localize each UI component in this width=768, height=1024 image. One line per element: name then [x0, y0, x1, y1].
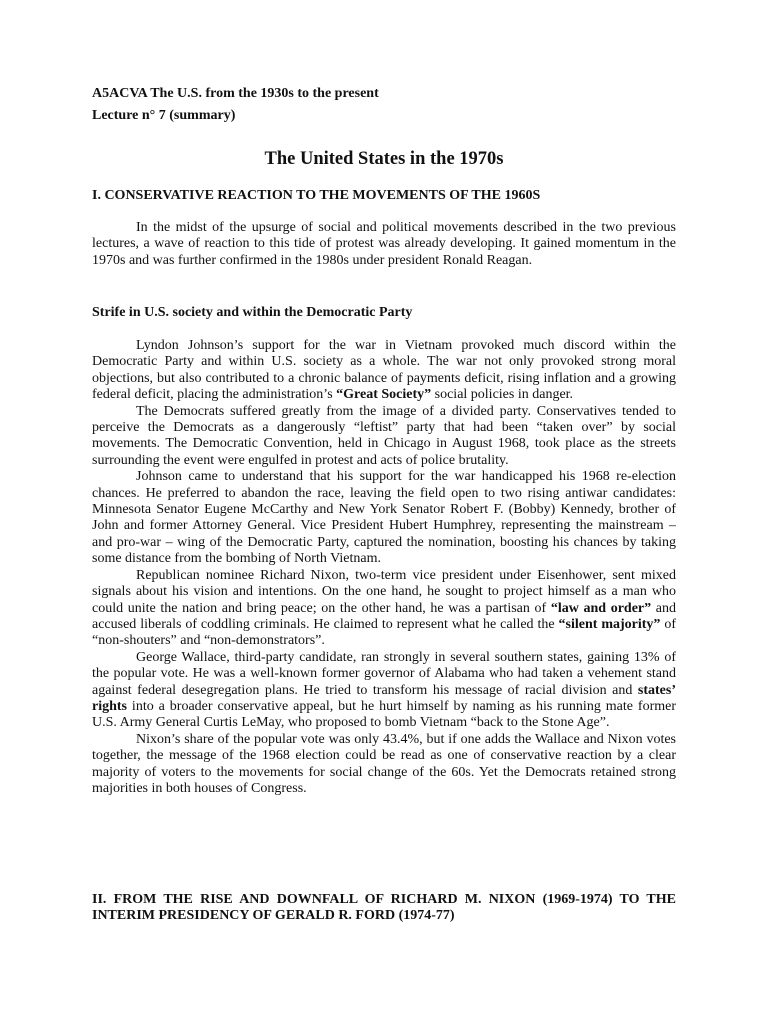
section-heading-2: II. FROM THE RISE AND DOWNFALL OF RICHARD M. NIXON (1969-1974) TO THE INTERIM PRESIDENCY OF GERALD R. FORD (1974-77)	[92, 892, 676, 924]
course-title: A5ACVA The U.S. from the 1930s to the present	[92, 86, 379, 101]
section-heading-1: I. CONSERVATIVE REACTION TO THE MOVEMENTS OF THE 1960S	[92, 188, 541, 203]
subsection-heading: Strife in U.S. society and within the Democratic Party	[92, 305, 413, 320]
body-paragraphs	[92, 338, 676, 797]
lecture-label: Lecture n° 7 (summary)	[92, 108, 236, 123]
bold-term-silent-majority: “silent majority”	[558, 616, 661, 632]
paragraph-election-results: Nixon’s share of the popular vote was only 43.4%, but if one adds the Wallace and Nixon votes together, the message of the 1968 election could be read as one of conservative reaction by a clear majority of voters to the movements for social change of the 60s. Yet the Democrats retained strong majorities in both houses of Congress.	[92, 731, 676, 796]
intro-paragraph	[92, 220, 676, 269]
text-run: Lyndon Johnson’s support for the war in Vietnam provoked much discord within the Democratic Party and within U.S. society as a whole. The war not only provoked strong moral objections, but also contributed to a chronic balance of payments deficit, rising inflation and a growing federal deficit, placing the administration’s	[92, 338, 676, 403]
paragraph-reelection: Johnson came to understand that his support for the war handicapped his 1968 re-election chances. He preferred to abandon the race, leaving the field open to two rising antiwar candidates: Minnesota Senator Eugene McCarthy and New York Senator Robert F. (Bobby) Kennedy, brother of John and former Attorney General. Vice President Hubert Humphrey, representing the mainstream – and pro-war – wing of the Democratic Party, captured the nomination, boosting his chances by taking some distance from the bombing of North Vietnam.	[92, 469, 676, 567]
text-run: of “non-shouters” and “non-demonstrators”.	[92, 616, 677, 649]
text-run: George Wallace, third-party candidate, ran strongly in several southern states, gaining 13% of the popular vote. He was a well-known former governor of Alabama who had taken a vehement stand against federal desegregation plans. He tried to transform his message of racial division and	[92, 649, 676, 698]
bold-term-states-rights: states’ rights	[92, 682, 676, 714]
paragraph-democrats: The Democrats suffered greatly from the image of a divided party. Conservatives tended to perceive the Democrats as a dangerously “leftist” party that had been “taken over” by social movements. The Democratic Convention, held in Chicago in August 1968, took place as the streets surrounding the event were engulfed in protest and acts of police brutality.	[92, 403, 676, 468]
paragraph-wallace	[92, 650, 676, 732]
bold-term-law-and-order: “law and order”	[550, 600, 652, 616]
page-title: The United States in the 1970s	[264, 149, 504, 169]
text-run: Republican nominee Richard Nixon, two-term vice president under Eisenhower, sent mixed signals about his vision and intentions. On the one hand, he sought to project himself as a man who could unite the nation and bring peace; on the other hand, he was a partisan of	[92, 567, 676, 616]
text-run: into a broader conservative appeal, but he hurt himself by naming as his running mate former U.S. Army General Curtis LeMay, who proposed to bomb Vietnam “back to the Stone Age”.	[92, 698, 676, 731]
paragraph-johnson	[92, 338, 676, 404]
bold-term-great-society: “Great Society”	[336, 387, 432, 403]
text-run: and accused liberals of coddling criminals. He claimed to represent what he called the	[92, 600, 677, 632]
intro-text: In the midst of the upsurge of social and political movements described in the two previous lectures, a wave of reaction to this tide of protest was already developing. It gained momentum in the 1970s and was further confirmed in the 1980s under president Ronald Reagan.	[92, 220, 676, 268]
paragraph-nixon	[92, 568, 676, 650]
text-run: social policies in danger.	[431, 387, 574, 403]
